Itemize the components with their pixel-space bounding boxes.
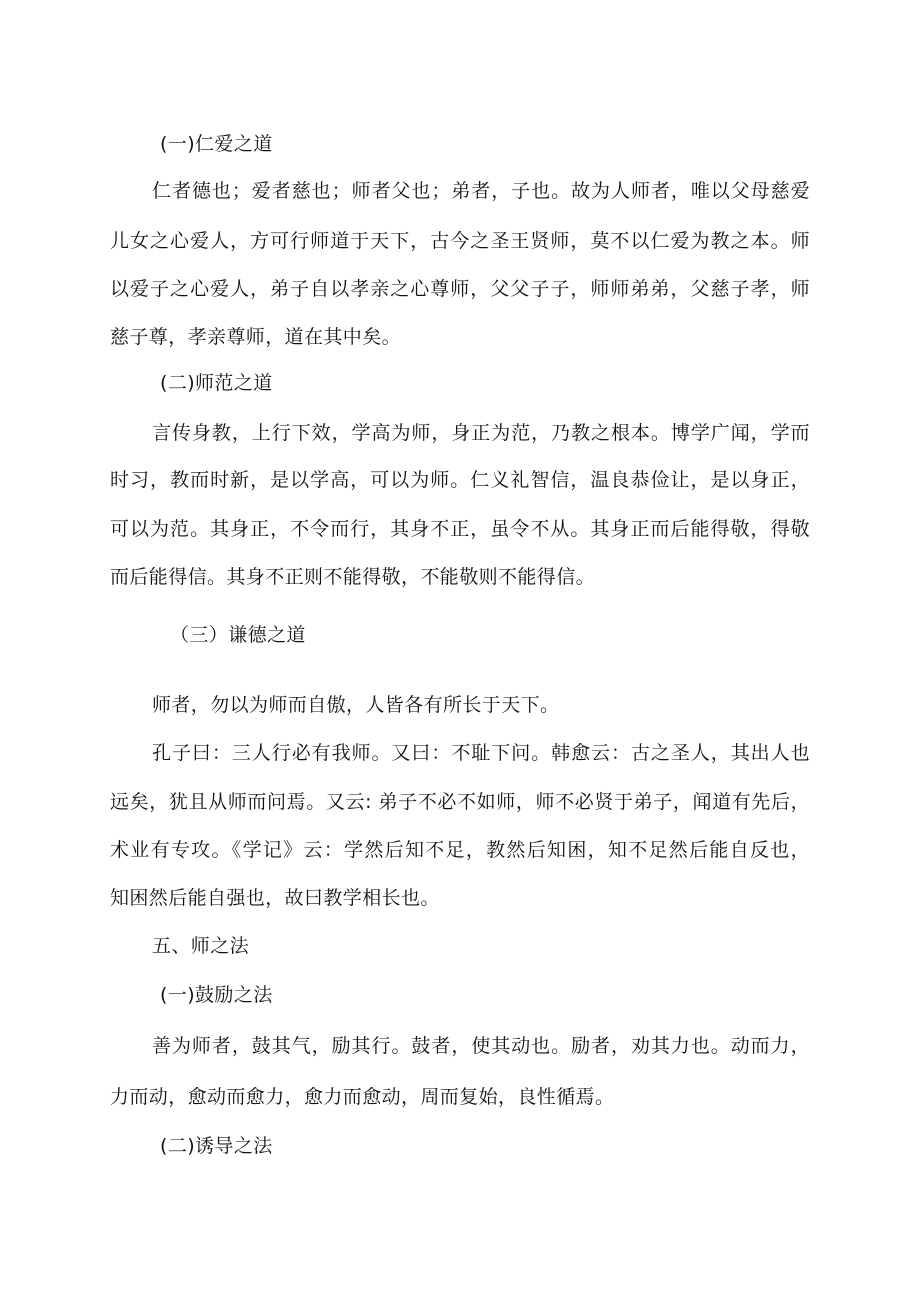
chapter-heading-shizhifa: 五、师之法 xyxy=(152,935,250,957)
paragraph-line: 知困然后能自强也，故曰教学相长也。 xyxy=(110,887,440,909)
paragraph-line: 术业有专攻。《学记》云：学然后知不足，教然后知困，知不足然后能自反也， xyxy=(110,839,810,861)
paragraph-line: 可以为范。其身正，不令而行，其身不正，虽令不从。其身正而后能得敬，得敬 xyxy=(110,518,810,540)
paragraph-line: 仁者德也；爱者慈也；师者父也；弟者，子也。故为人师者，唯以父母慈爱 xyxy=(152,180,810,202)
paragraph-line: 师者，勿以为师而自傲，人皆各有所长于天下。 xyxy=(152,694,560,716)
section-heading-renai: (一)仁爱之道 xyxy=(160,133,273,155)
paragraph-line: 孔子曰：三人行必有我师。又曰：不耻下问。韩愈云：古之圣人，其出人也 xyxy=(152,742,810,764)
section-heading-guli: (一)鼓励之法 xyxy=(160,984,273,1006)
section-heading-shifan: (二)师范之道 xyxy=(160,372,273,394)
paragraph-line: 而后能得信。其身不正则不能得敬，不能敬则不能得信。 xyxy=(110,566,596,588)
paragraph-line: 远矣，犹且从师而问焉。又云: 弟子不必不如师，师不必贤于弟子，闻道有先后， xyxy=(110,791,810,813)
section-heading-qiande: （三）谦德之道 xyxy=(170,624,306,646)
paragraph-line: 言传身教，上行下效，学高为师，身正为范，乃教之根本。博学广闻，学而 xyxy=(152,422,810,444)
section-heading-youdao: (二)诱导之法 xyxy=(160,1135,273,1157)
paragraph-line: 以爱子之心爱人，弟子自以孝亲之心尊师，父父子子，师师弟弟，父慈子孝，师 xyxy=(110,278,810,300)
paragraph-line: 慈子尊，孝亲尊师，道在其中矣。 xyxy=(110,326,402,348)
paragraph-line: 时习，教而时新，是以学高，可以为师。仁义礼智信，温良恭俭让，是以身正， xyxy=(110,469,810,491)
paragraph-line: 善为师者，鼓其气，励其行。鼓者，使其动也。励者，劝其力也。动而力， xyxy=(152,1035,810,1057)
paragraph-line: 儿女之心爱人，方可行师道于天下，古今之圣王贤师，莫不以仁爱为教之本。师 xyxy=(110,230,810,252)
paragraph-line: 力而动，愈动而愈力，愈力而愈动，周而复始，良性循焉。 xyxy=(110,1086,615,1108)
